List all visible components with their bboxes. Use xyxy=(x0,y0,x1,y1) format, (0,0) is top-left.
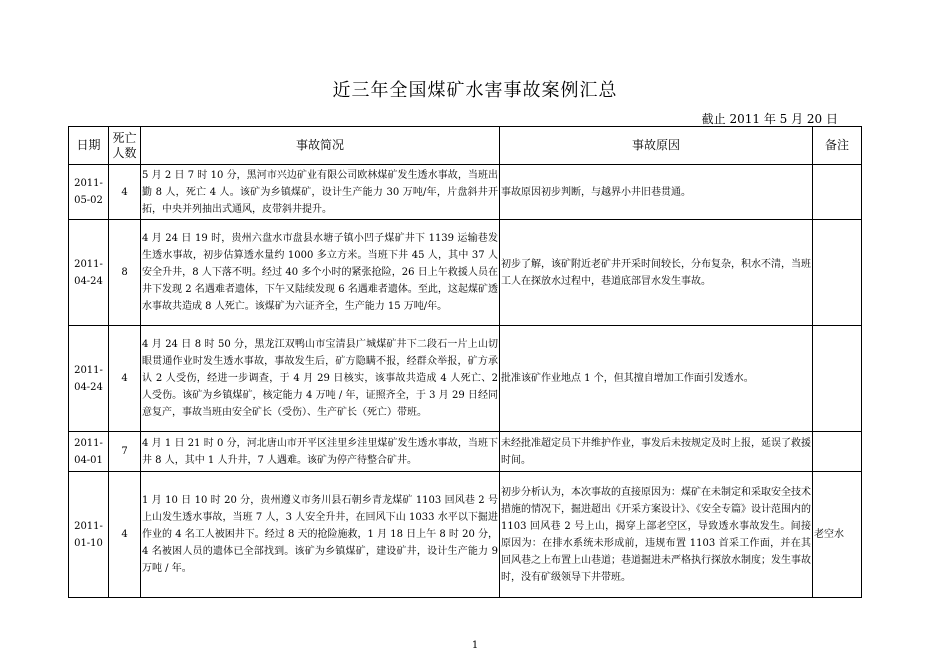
row-date: 2011-01-10 xyxy=(69,472,109,598)
row-summary: 1 月 10 日 10 时 20 分，贵州遵义市务川县石朝乡青龙煤矿 1103 回风巷 2 号上山发生透水事故，当班 7 人，3 人安全升井，在回风下山 1033 水平以下掘进作业的 4 名工人被困井下。经过 8 天的抢险施救，1 月 18 日上午 8 时 20 分，4 名被困人员的遗体已全部找到。该矿为乡镇煤矿，建设矿井，设计生产能力 9 万吨 / 年。 xyxy=(141,472,500,598)
table-header-row xyxy=(69,127,862,165)
header-note: 备注 xyxy=(813,127,862,165)
row-summary: 5 月 2 日 7 时 10 分，黑河市兴边矿业有限公司欧林煤矿发生透水事故，当班出勤 8 人，死亡 4 人。该矿为乡镇煤矿，设计生产能力 30 万吨/年，片盘斜井开拓，中央并列抽出式通风，皮带斜井提升。 xyxy=(141,165,500,220)
row-deaths: 4 xyxy=(109,326,141,432)
row-cause: 事故原因初步判断，与越界小井旧巷贯通。 xyxy=(500,165,813,220)
row-deaths: 4 xyxy=(109,165,141,220)
table-row xyxy=(69,220,862,326)
row-date: 2011-04-01 xyxy=(69,432,109,472)
row-deaths: 7 xyxy=(109,432,141,472)
header-date: 日期 xyxy=(69,127,109,165)
row-date: 2011-05-02 xyxy=(69,165,109,220)
row-cause: 未经批准超定员下井维护作业，事发后未按规定及时上报，延误了救援时间。 xyxy=(500,432,813,472)
row-deaths: 4 xyxy=(109,472,141,598)
table-row xyxy=(69,472,862,598)
accident-table xyxy=(68,126,862,598)
row-cause: 批准该矿作业地点 1 个，但其擅自增加工作面引发透水。 xyxy=(500,326,813,432)
page-number: 1 xyxy=(471,640,479,651)
row-deaths: 8 xyxy=(109,220,141,326)
row-cause: 初步了解，该矿附近老矿井开采时间较长，分布复杂，积水不清，当班工人在探放水过程中，巷道底部冒水发生事故。 xyxy=(500,220,813,326)
row-note xyxy=(813,432,862,472)
row-summary: 4 月 1 日 21 时 0 分，河北唐山市开平区洼里乡洼里煤矿发生透水事故，当班下井 8 人，其中 1 人升井，7 人遇难。该矿为停产待整合矿井。 xyxy=(141,432,500,472)
header-cause: 事故原因 xyxy=(500,127,813,165)
row-date: 2011-04-24 xyxy=(69,326,109,432)
row-note: 老空水 xyxy=(813,472,862,598)
row-summary: 4 月 24 日 8 时 50 分，黑龙江双鸭山市宝清县广城煤矿井下二段石一片上山切眼贯通作业时发生透水事故，事故发生后，矿方隐瞒不报，经群众举报，矿方承认 2 人受伤，经进一步调查，于 4 月 29 日核实，该事故共造成 4 人死亡、2 人受伤。该矿为乡镇煤矿，核定能力 4 万吨 / 年，证照齐全，于 3 月 29 日经同意复产，事故当班由安全矿长（受伤）、生产矿长（死亡）带班。 xyxy=(141,326,500,432)
as-of-date: 截止 2011 年 5 月 20 日 xyxy=(701,112,838,126)
table-row xyxy=(69,326,862,432)
header-summary: 事故简况 xyxy=(141,127,500,165)
row-summary: 4 月 24 日 19 时，贵州六盘水市盘县水塘子镇小凹子煤矿井下 1139 运输巷发生透水事故，初步估算透水量约 1000 多立方米。当班下井 45 人，其中 37 人安全升井，8 人下落不明。经过 40 多个小时的紧张抢险，26 日上午救援人员在井下发现 2 名遇难者遗体，下午又陆续发现 6 名遇难者遗体。至此，这起煤矿透水事故共造成 8 人死亡。该煤矿为六证齐全，生产能力 15 万吨/年。 xyxy=(141,220,500,326)
row-note xyxy=(813,165,862,220)
header-deaths: 死亡人数 xyxy=(109,127,141,165)
document-title: 近三年全国煤矿水害事故案例汇总 xyxy=(332,80,618,101)
table-row xyxy=(69,432,862,472)
table-row xyxy=(69,165,862,220)
row-date: 2011-04-24 xyxy=(69,220,109,326)
row-cause: 初步分析认为，本次事故的直接原因为：煤矿在未制定和采取安全技术措施的情况下，掘进超出《开采方案设计》、《安全专篇》设计范围内的 1103 回风巷 2 号上山，揭穿上部老空区，导致透水事故发生。间接原因为：在排水系统未形成前，违规布置 1103 首采工作面，并在其回风巷之上布置上山巷道；巷道掘进未严格执行探放水制度；发生事故时，没有矿级领导下井带班。 xyxy=(500,472,813,598)
row-note xyxy=(813,220,862,326)
row-note xyxy=(813,326,862,432)
